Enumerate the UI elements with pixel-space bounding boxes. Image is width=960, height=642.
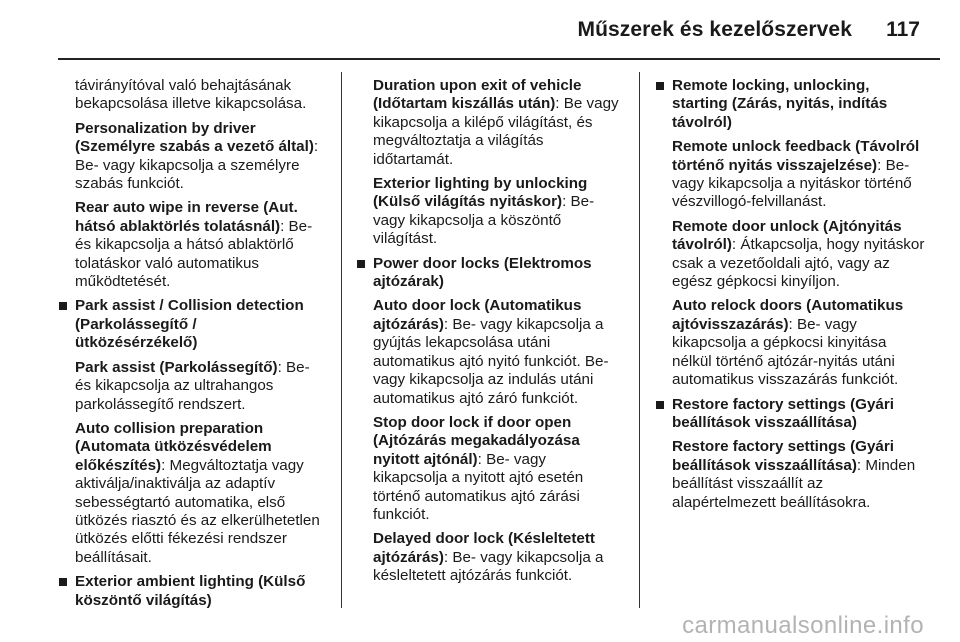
setting-text: : Megváltoztatja vagy aktiválja/inaktiválja az adaptív sebességtartó automatika, első ütközés riasztó és az elkerülhetetlen ütközés előtti fékezési rendszer beállításait. xyxy=(75,456,320,566)
bullet-title: Power door locks (Elektromos ajtózárak) xyxy=(373,254,592,291)
setting-title: Remote unlock feedback (Távolról történő nyitás visszajelzése) xyxy=(672,138,920,174)
setting-auto-door-lock xyxy=(357,297,621,407)
setting-personalization xyxy=(59,120,323,194)
column-divider-1 xyxy=(341,72,342,608)
setting-title: Personalization by driver (Személyre szabás a vezető által) xyxy=(75,119,314,156)
setting-title: Remote door unlock (Ajtónyitás távolról) xyxy=(672,217,902,254)
bullet-power-door-locks xyxy=(357,255,621,292)
column-1 xyxy=(59,77,323,616)
setting-text: : Be- vagy kikapcsolja a személyre szabás funkciót. xyxy=(75,138,319,193)
setting-text: : Be vagy kikapcsolja a kilépő világítást, és megváltoztatja a világítás időtartamát. xyxy=(373,95,619,168)
bullet-park-assist xyxy=(59,297,323,352)
setting-title: Stop door lock if door open (Ajtózárás megakadályozása nyitott ajtónál) xyxy=(373,413,580,468)
setting-remote-door-unlock xyxy=(656,218,926,292)
setting-text: : Be- vagy kikapcsolja a gépkocsi kinyitása nélkül történő ajtózár-nyitás utáni automatikus visszazárás funkciót. xyxy=(672,315,899,389)
header-rule xyxy=(58,58,940,60)
setting-auto-collision xyxy=(59,420,323,567)
bullet-square-icon xyxy=(656,401,664,409)
setting-delayed-door-lock xyxy=(357,530,621,585)
setting-duration-exit xyxy=(357,77,621,169)
setting-title: Restore factory settings (Gyári beállítások visszaállítása) xyxy=(672,438,894,474)
bullet-remote-locking xyxy=(656,77,926,132)
page-number: 117 xyxy=(886,18,920,41)
bullet-square-icon xyxy=(357,260,365,268)
setting-title: Auto collision preparation (Automata ütközésvédelem előkészítés) xyxy=(75,419,272,474)
setting-text: : Be- vagy kikapcsolja a gyújtás lekapcsolása utáni automatikus ajtó nyitó funkciót. Be- vagy kikapcsolja az indulás utáni automatikus ajtó záró funkciót. xyxy=(373,315,609,407)
setting-text: : Be- vagy kikapcsolja a késleltetett ajtózárás funkciót. xyxy=(373,548,604,585)
page-header xyxy=(0,0,960,50)
setting-title: Exterior lighting by unlocking (Külső világítás nyitáskor) xyxy=(373,175,588,211)
bullet-square-icon xyxy=(656,82,664,90)
setting-text: : Be- és kikapcsolja az ultrahangos parkolássegítő rendszert. xyxy=(75,358,310,413)
column-divider-2 xyxy=(639,72,640,608)
setting-title: Auto door lock (Automatikus ajtózárás) xyxy=(373,297,582,333)
setting-stop-door-lock xyxy=(357,414,621,524)
setting-text: : Be- vagy kikapcsolja a nyitáskor történő vészvillogó-felvillanást. xyxy=(672,156,912,211)
bullet-title: Exterior ambient lighting (Külső köszöntő világítás) xyxy=(75,573,306,609)
bullet-title: Remote locking, unlocking, starting (Zárás, nyitás, indítás távolról) xyxy=(672,77,888,131)
bullet-restore-factory xyxy=(656,396,926,433)
setting-title: Duration upon exit of vehicle (Időtartam kiszállás után) xyxy=(373,77,582,113)
setting-remote-unlock-feedback xyxy=(656,138,926,212)
bullet-square-icon xyxy=(59,302,67,310)
setting-exterior-unlock xyxy=(357,175,621,249)
bullet-square-icon xyxy=(59,578,67,586)
bullet-exterior-lighting xyxy=(59,573,323,610)
column-3 xyxy=(656,77,926,518)
setting-park-assist xyxy=(59,359,323,414)
setting-title: Rear auto wipe in reverse (Aut. hátsó ablaktörlés tolatásnál) xyxy=(75,199,298,235)
watermark: carmanualsonline.info xyxy=(682,612,924,639)
page-title: Műszerek és kezelőszervek xyxy=(577,18,852,41)
setting-text: : Átkapcsolja, hogy nyitáskor csak a vezetőoldali ajtó, vagy az egész gépkocsi kinyíljon. xyxy=(672,236,925,291)
bullet-title: Restore factory settings (Gyári beállítások visszaállítása) xyxy=(672,395,894,431)
setting-title: Auto relock doors (Automatikus ajtóvisszazárás) xyxy=(672,297,904,333)
bullet-title: Park assist / Collision detection (Parkolássegítő / ütközésérzékelő) xyxy=(75,297,304,352)
setting-text: : Be- és kikapcsolja a hátsó ablaktörlő tolatáskor való automatikus működtetését. xyxy=(75,217,313,291)
setting-title: Park assist (Parkolássegítő) xyxy=(75,358,278,376)
setting-text: : Be- vagy kikapcsolja a köszöntő világítást. xyxy=(373,193,595,248)
setting-text: : Minden beállítást visszaállít az alapértelmezett beállításokra. xyxy=(672,456,916,511)
paragraph: távirányítóval való behajtásának bekapcsolása illetve kikapcsolása. xyxy=(75,77,307,113)
setting-text: : Be- vagy kikapcsolja a nyitott ajtó esetén történő automatikus ajtó zárási funkciót. xyxy=(373,450,584,523)
setting-rear-auto-wipe xyxy=(59,199,323,291)
setting-title: Delayed door lock (Késleltetett ajtózárás) xyxy=(373,530,595,566)
setting-auto-relock xyxy=(656,297,926,389)
column-2 xyxy=(357,77,621,592)
setting-restore-factory xyxy=(656,438,926,512)
